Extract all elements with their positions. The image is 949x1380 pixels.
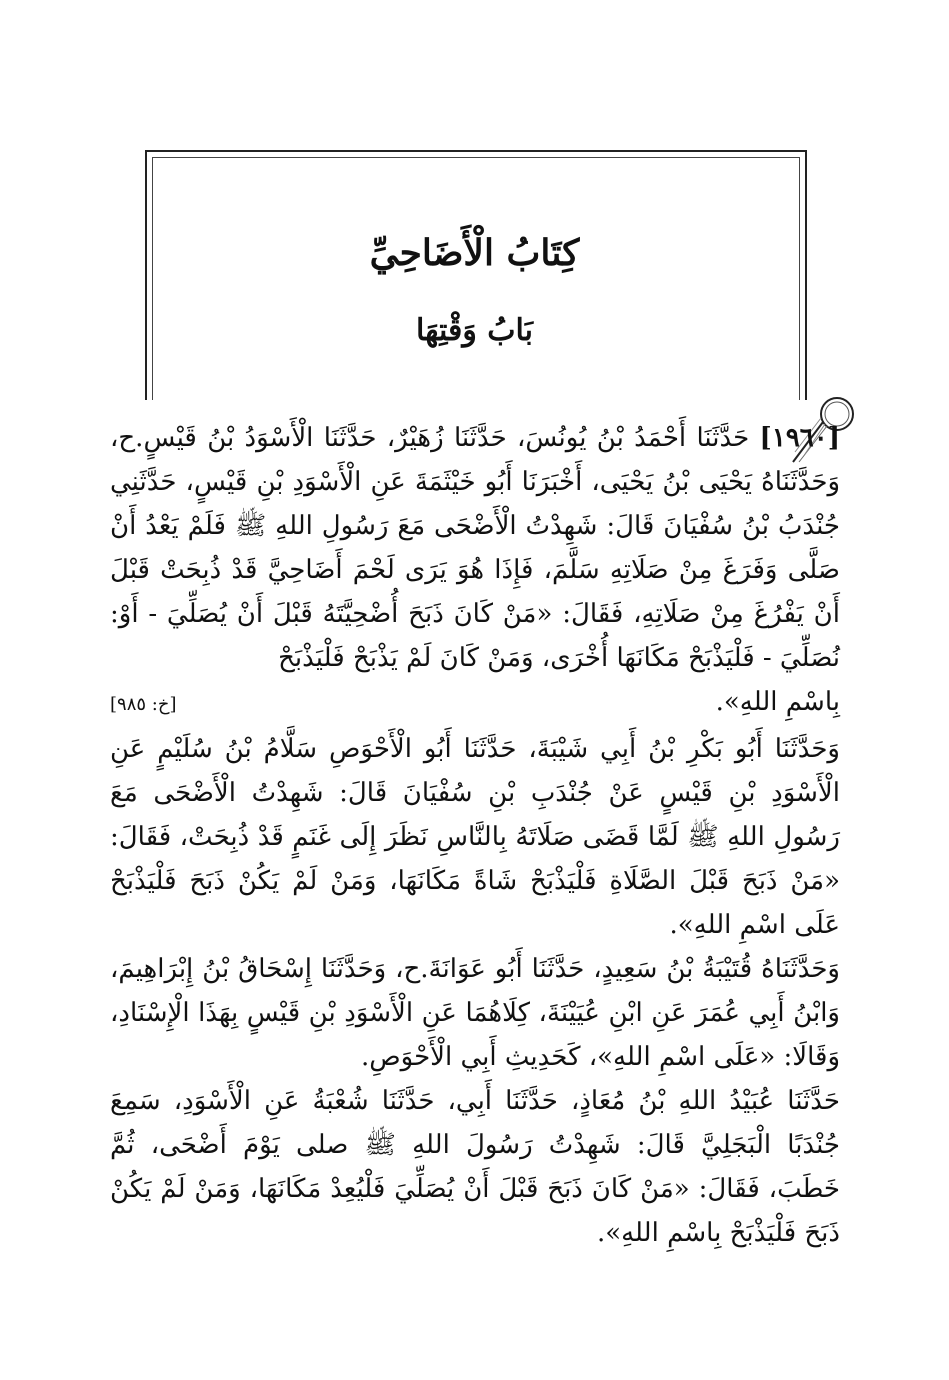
book-title: كِتَابُ الْأَضَاحِيِّ <box>369 232 580 274</box>
hadith-last-line <box>110 680 840 727</box>
main-text <box>110 416 840 1255</box>
hadith-text: حَدَّثَنَا أَحْمَدُ بْنُ يُونُسَ، حَدَّثَنَا زُهَيْرٌ، حَدَّثَنَا الْأَسْوَدُ بْنُ قَيْسٍ.ح، وَحَدَّثَنَاهُ يَحْيَى بْنُ يَحْيَى، أَخْبَرَنَا أَبُو خَيْثَمَةَ عَنِ الْأَسْوَدِ بْنِ قَيْسٍ، حَدَّثَنِي جُنْدَبُ بْنُ سُفْيَانَ قَالَ: شَهِدْتُ الْأَضْحَى مَعَ رَسُولِ اللهِ ﷺ فَلَمْ يَعْدُ أَنْ صَلَّى وَفَرَغَ مِنْ صَلَاتِهِ سَلَّمَ، فَإِذَا هُوَ يَرَى لَحْمَ أَضَاحِيَّ قَدْ ذُبِحَتْ قَبْلَ أَنْ يَفْرُغَ مِنْ صَلَاتِهِ، فَقَالَ: «مَنْ كَانَ ذَبَحَ أُضْحِيَّتَهُ قَبْلَ أَنْ يُصَلِّيَ - أَوْ: نُصَلِّيَ - فَلْيَذْبَحْ مَكَانَهَا أُخْرَى، وَمَنْ كَانَ لَمْ يَذْبَحْ فَلْيَذْبَحْ <box>110 423 840 673</box>
hadith-1960 <box>110 416 840 680</box>
chapter-title: بَابُ وَقْتِهَا <box>415 313 534 348</box>
hadith-ending: بِاسْمِ اللهِ». <box>715 687 840 717</box>
title-frame-inner <box>152 157 800 400</box>
paragraph-4: حَدَّثَنَا عُبَيْدُ اللهِ بْنُ مُعَاذٍ، حَدَّثَنَا أَبِي، حَدَّثَنَا شُعْبَةُ عَنِ الْأَسْوَدِ، سَمِعَ جُنْدَبًا الْبَجَلِيَّ قَالَ: شَهِدْتُ رَسُولَ اللهِ ﷺ صلى يَوْمَ أَضْحَى، ثُمَّ خَطَبَ، فَقَالَ: «مَنْ كَانَ ذَبَحَ قَبْلَ أَنْ يُصَلِّيَ فَلْيُعِدْ مَكَانَهَا، وَمَنْ لَمْ يَكُنْ ذَبَحَ فَلْيَذْبَحْ بِاسْمِ اللهِ». <box>110 1086 840 1248</box>
hadith-number: [١٩٦٠] <box>759 423 841 453</box>
paragraph-3: وَحَدَّثَنَاهُ قُتَيْبَةُ بْنُ سَعِيدٍ، حَدَّثَنَا أَبُو عَوَانَةَ.ح، وَحَدَّثَنَا إِسْحَاقُ بْنُ إِبْرَاهِيمَ، وَابْنُ أَبِي عُمَرَ عَنِ ابْنِ عُيَيْنَةَ، كِلَاهُمَا عَنِ الْأَسْوَدِ بْنِ قَيْسٍ بِهَذَا الْإِسْنَادِ، وَقَالَا: «عَلَى اسْمِ اللهِ»، كَحَدِيثِ أَبِي الْأَحْوَصِ. <box>110 954 840 1072</box>
bukhari-reference: [خ: ٩٨٥] <box>110 694 177 715</box>
paragraph-2: وَحَدَّثَنَا أَبُو بَكْرِ بْنُ أَبِي شَيْبَةَ، حَدَّثَنَا أَبُو الْأَحْوَصِ سَلَّامُ بْنُ سُلَيْمٍ عَنِ الْأَسْوَدِ بْنِ قَيْسٍ عَنْ جُنْدَبِ بْنِ سُفْيَانَ قَالَ: شَهِدْتُ الْأَضْحَى مَعَ رَسُولِ اللهِ ﷺ لَمَّا قَضَى صَلَاتَهُ بِالنَّاسِ نَظَرَ إِلَى غَنَمٍ قَدْ ذُبِحَتْ، فَقَالَ: «مَنْ ذَبَحَ قَبْلَ الصَّلَاةِ فَلْيَذْبَحْ شَاةً مَكَانَهَا، وَمَنْ لَمْ يَكُنْ ذَبَحَ فَلْيَذْبَحْ عَلَى اسْمِ اللهِ». <box>110 734 840 940</box>
